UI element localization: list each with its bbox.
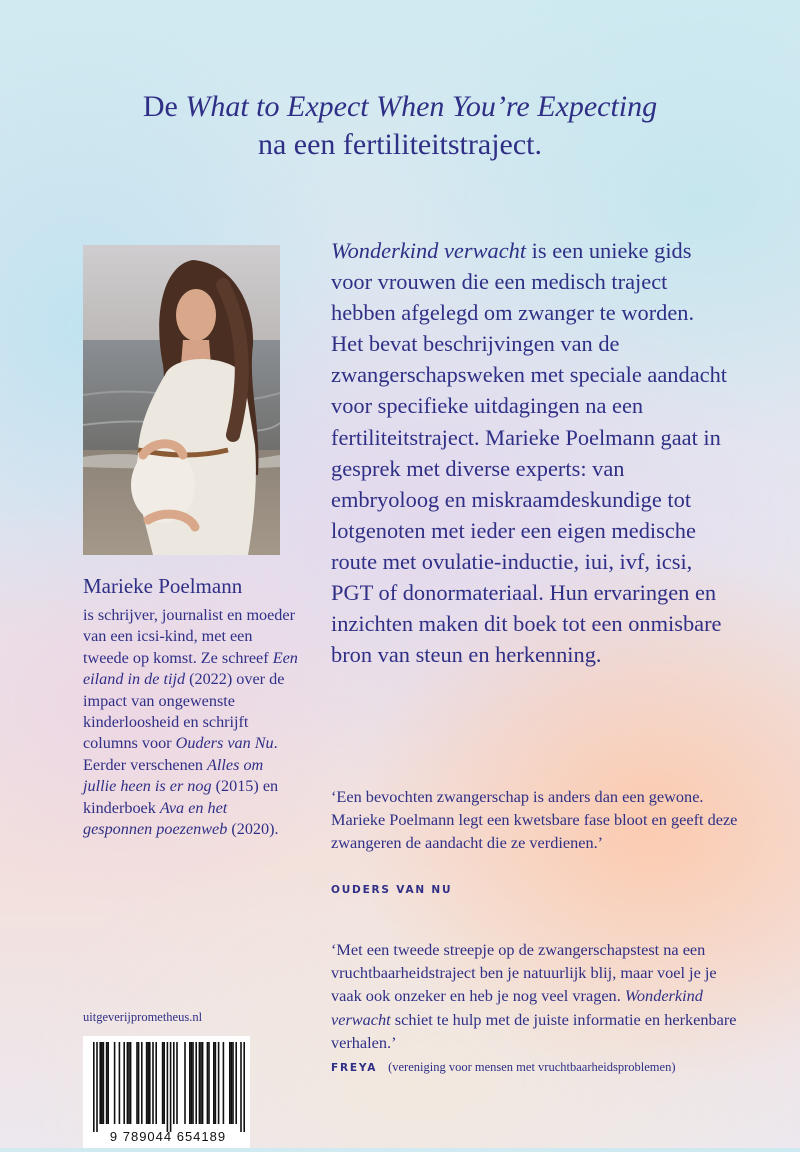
barcode-bar [170, 1042, 172, 1132]
review-source-2: FREYA (vereniging voor mensen met vruchtbaarheidsproblemen) [331, 1060, 676, 1074]
isbn-barcode [83, 1036, 250, 1148]
barcode-bar [240, 1042, 242, 1132]
barcode-bar [96, 1042, 98, 1132]
barcode-bar [215, 1042, 217, 1124]
barcode-bar [141, 1042, 143, 1124]
barcode-bar [243, 1042, 245, 1132]
barcode-bar [173, 1042, 175, 1124]
barcode-bar [103, 1042, 105, 1124]
barcode-bar [152, 1042, 154, 1124]
barcode-bar [119, 1042, 121, 1124]
review-source-1: OUDERS VAN NU [331, 884, 453, 896]
book-blurb: Wonderkind verwacht is een unieke gids voor vrouwen die een medisch traject hebben afgelegd om zwanger te worden. Het bevat beschrijvingen van de zwangerschapsweken met speciale aandacht voor specifieke uitdagingen na een fertiliteitstraject. Marieke Poelmann gaat in gesprek met diverse experts: van embryoloog en miskraamdeskundige tot lotgenoten met ieder een eigen medische route met ovulatie-inductie, iui, ivf, icsi, PGT of donormateriaal. Hun ervaringen en inzichten maken dit boek tot een onmisbare bron van steun en herkenning. [331, 238, 727, 668]
barcode-bar [191, 1042, 193, 1124]
author-name: Marieke Poelmann [83, 574, 243, 598]
publisher-website: uitgeverijprometheus.nl [83, 1010, 203, 1024]
barcode-bar [223, 1042, 225, 1124]
barcode-bar [101, 1042, 103, 1124]
barcode-bar [189, 1042, 191, 1124]
barcode-bar [123, 1042, 125, 1124]
barcode-bar [99, 1042, 101, 1124]
barcode-bar [207, 1042, 209, 1124]
headline-title: What to Expect When You’re Expecting [185, 90, 658, 123]
barcode-bar [138, 1042, 140, 1124]
barcode-bar [232, 1042, 234, 1124]
barcode-bar [155, 1042, 157, 1124]
barcode-bar [199, 1042, 201, 1124]
barcode-bar [107, 1042, 109, 1124]
barcode-bar [208, 1042, 210, 1124]
isbn-number: 9 789044 654189 [109, 1129, 227, 1144]
author-photo [83, 245, 280, 555]
barcode-bar [147, 1042, 149, 1124]
barcode-bar [128, 1042, 130, 1124]
barcode-bar [167, 1042, 169, 1132]
barcode-bar [163, 1042, 165, 1124]
review-source-note: (vereniging voor mensen met vruchtbaarheidsproblemen) [388, 1060, 676, 1074]
barcode-bar [114, 1042, 116, 1124]
review-quote-1: ‘Een bevochten zwangerschap is anders dan een gewone. Marieke Poelmann legt een kwetsbare fase bloot en geeft deze zwangeren de aandacht die ze verdienen.’ [331, 787, 738, 853]
barcode-bar [130, 1042, 132, 1124]
headline-line-1: De What to Expect When You’re Expecting [142, 90, 658, 123]
barcode-bar [146, 1042, 148, 1124]
barcode-bar [231, 1042, 233, 1124]
barcode-bar [229, 1042, 231, 1124]
barcode-bar [192, 1042, 194, 1124]
book-title: Ava en het gesponnen poezenweb [83, 798, 228, 839]
barcode-bar [106, 1042, 108, 1124]
barcode-bar [162, 1042, 164, 1124]
barcode-bar [200, 1042, 202, 1124]
barcode-bar [218, 1042, 220, 1124]
book-title: Alles om jullie heen is er nog [83, 755, 264, 796]
magazine-title: Ouders van Nu [175, 734, 274, 753]
barcode-bar [202, 1042, 204, 1124]
headline-line-2: na een fertiliteitstraject. [257, 128, 543, 161]
book-title: Een eiland in de tijd [83, 648, 298, 689]
barcode-bar [127, 1042, 129, 1124]
cover-headline [0, 88, 800, 164]
barcode-bar [136, 1042, 138, 1124]
barcode-bar [235, 1042, 237, 1124]
barcode-bar [149, 1042, 151, 1124]
blurb-book-title: Wonderkind verwacht [331, 238, 527, 263]
barcode-bar [184, 1042, 186, 1124]
barcode-bar [93, 1042, 95, 1132]
author-bio: is schrijver, journalist en moeder van een icsi-kind, met een tweede op komst. Ze schreef Een eiland in de tijd (2022) over de impact van ongewenste kinderloosheid en schrijft columns voor Ouders van Nu. Eerder verschenen Alles om jullie heen is er nog (2015) en kinderboek Ava en het gesponnen poezenweb (2020). [83, 606, 298, 839]
barcode-bar [213, 1042, 215, 1124]
barcode-bar [176, 1042, 178, 1124]
quote-book-title: Wonderkind verwacht [331, 986, 703, 1029]
barcode-bar [195, 1042, 197, 1124]
review-quote-2: ‘Met een tweede streepje op de zwangerschapstest na een vruchtbaarheidstraject ben je natuurlijk blij, maar voel je je vaak ook onzeker en heb je nog veel vragen. Wonderkind verwacht schiet te hulp met de juiste informatie en herkenbare verhalen.’ [331, 940, 737, 1052]
